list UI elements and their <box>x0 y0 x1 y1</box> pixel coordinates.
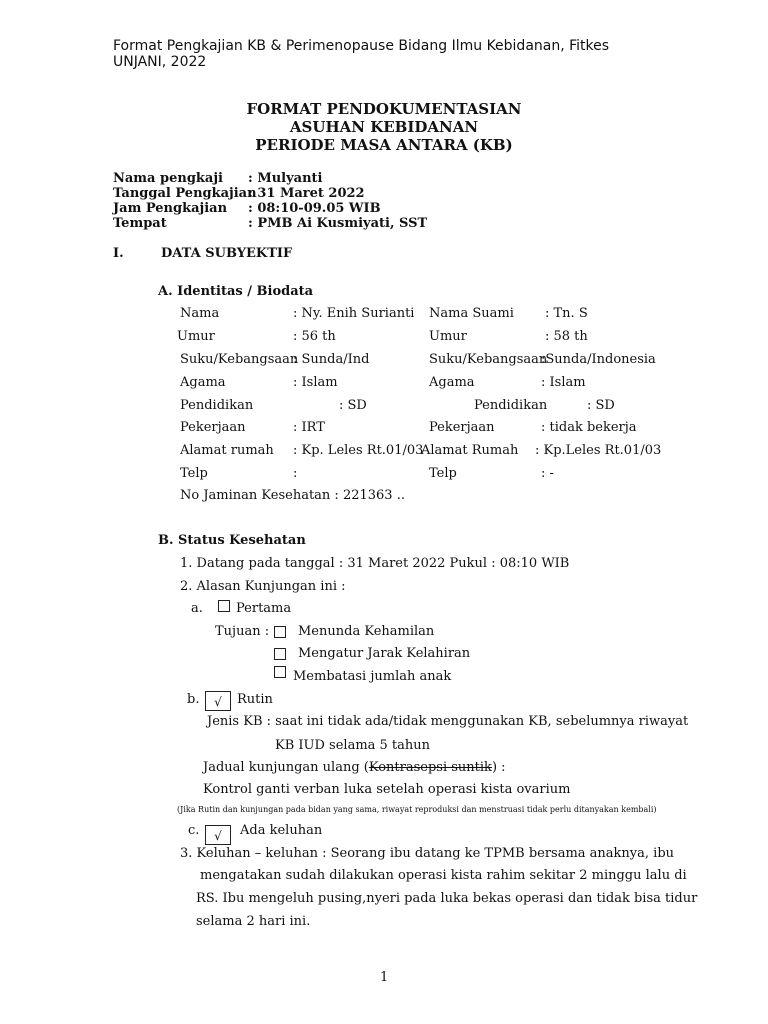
alasan-kunjungan: 2. Alasan Kunjungan ini : <box>180 579 346 594</box>
option-b-label: b. <box>187 692 200 707</box>
identitas-label-pendidikan-suami: Pendidikan <box>474 398 548 413</box>
identitas-value-telp-suami: : - <box>541 466 554 481</box>
pertama-checkbox[interactable] <box>218 600 230 612</box>
identitas-value-suku: : Sunda/Ind <box>293 352 370 367</box>
identitas-value-alamat-suami: : Kp.Leles Rt.01/03 <box>535 443 662 458</box>
identitas-label-agama-suami: Agama <box>429 375 475 390</box>
identitas-value-suku-suami: :Sunda/Indonesia <box>541 352 656 367</box>
kontrasepsi-suntik-strikethrough: Kontrasepsi suntik <box>368 760 492 775</box>
identitas-label-nama: Nama <box>180 306 220 321</box>
rutin-label: Rutin <box>237 692 273 707</box>
identitas-value-pendidikan-suami: : SD <box>587 398 615 413</box>
identitas-label-suku: Suku/Kebangsaan <box>180 352 299 367</box>
identitas-label-telp: Telp <box>180 466 208 481</box>
rutin-checkbox-checked[interactable]: √ <box>205 691 231 711</box>
meta-label-pengkaji: Nama pengkaji <box>113 171 223 186</box>
title-line1: FORMAT PENDOKUMENTASIAN <box>246 100 522 118</box>
keluhan-line3: RS. Ibu mengeluh pusing,nyeri pada luka bekas operasi dan tidak bisa tidur <box>196 891 698 906</box>
identitas-value-agama-suami: : Islam <box>541 375 586 390</box>
tujuan-label: Tujuan : <box>215 624 270 639</box>
meta-value-pengkaji: : Mulyanti <box>248 171 323 186</box>
mengatur-jarak-checkbox[interactable] <box>274 648 286 660</box>
identitas-label-pendidikan: Pendidikan <box>180 398 254 413</box>
meta-value-tanggal: : 31 Maret 2022 <box>248 186 365 201</box>
identitas-label-agama: Agama <box>180 375 226 390</box>
identitas-label-telp-suami: Telp <box>429 466 457 481</box>
identitas-value-nama: : Ny. Enih Surianti <box>293 306 415 321</box>
mengatur-jarak-label: Mengatur Jarak Kelahiran <box>298 646 471 661</box>
page-number: 1 <box>380 970 389 985</box>
pertama-label: Pertama <box>236 601 292 616</box>
section-title: DATA SUBYEKTIF <box>161 246 293 261</box>
membatasi-jumlah-anak-label: Membatasi jumlah anak <box>293 669 452 684</box>
rutin-note: (Jika Rutin dan kunjungan pada bidan yang sama, riwayat reproduksi dan menstruasi tidak perlu ditanyakan kembali) <box>177 805 657 814</box>
menunda-kehamilan-checkbox[interactable] <box>274 626 286 638</box>
title-line3: PERIODE MASA ANTARA (KB) <box>255 136 513 154</box>
identitas-label-suku-suami: Suku/Kebangsaan <box>429 352 548 367</box>
ada-keluhan-label: Ada keluhan <box>240 823 323 838</box>
identitas-label-pekerjaan-suami: Pekerjaan <box>429 420 495 435</box>
identitas-label-alamat: Alamat rumah <box>180 443 274 458</box>
meta-value-tempat: : PMB Ai Kusmiyati, SST <box>248 216 428 231</box>
jadual-kunjungan-ulang <box>203 760 506 775</box>
meta-label-jam: Jam Pengkajian <box>113 201 228 216</box>
document-header-line2: UNJANI, 2022 <box>113 54 207 70</box>
identitas-value-umur: : 56 th <box>293 329 336 344</box>
jenis-kb-line1: Jenis KB : saat ini tidak ada/tidak menggunakan KB, sebelumnya riwayat <box>207 714 689 729</box>
keluhan-line1: 3. Keluhan – keluhan : Seorang ibu datang ke TPMB bersama anaknya, ibu <box>180 846 675 861</box>
meta-label-tanggal: Tanggal Pengkajian <box>113 186 257 201</box>
identitas-label-alamat-suami: Alamat Rumah <box>421 443 519 458</box>
jenis-kb-line2: KB IUD selama 5 tahun <box>275 738 431 753</box>
identitas-heading: A. Identitas / Biodata <box>158 284 314 299</box>
identitas-value-pekerjaan-suami: : tidak bekerja <box>541 420 637 435</box>
keluhan-line4: selama 2 hari ini. <box>196 914 311 929</box>
option-c-label: c. <box>188 823 200 838</box>
identitas-value-alamat: : Kp. Leles Rt.01/03 <box>293 443 424 458</box>
no-jaminan-kesehatan: No Jaminan Kesehatan : 221363 .. <box>180 488 405 503</box>
option-a-label: a. <box>191 601 203 616</box>
menunda-kehamilan-label: Menunda Kehamilan <box>298 624 435 639</box>
membatasi-jumlah-anak-checkbox[interactable] <box>274 666 286 678</box>
identitas-label-umur: Umur <box>177 329 215 344</box>
identitas-value-umur-suami: : 58 th <box>545 329 588 344</box>
identitas-value-pendidikan: : SD <box>339 398 367 413</box>
keluhan-line2: mengatakan sudah dilakukan operasi kista rahim sekitar 2 minggu lalu di <box>200 868 687 883</box>
identitas-label-umur-suami: Umur <box>429 329 467 344</box>
ada-keluhan-checkbox-checked[interactable]: √ <box>205 825 231 845</box>
jadual-kunjungan-suffix: ) : <box>491 760 506 775</box>
jadual-kunjungan-prefix: Jadual kunjungan ulang ( <box>203 760 369 775</box>
document-header-line1: Format Pengkajian KB & Perimenopause Bidang Ilmu Kebidanan, Fitkes <box>113 38 610 54</box>
kontrol-ganti-verban: Kontrol ganti verban luka setelah operasi kista ovarium <box>203 782 571 797</box>
identitas-value-nama-suami: : Tn. S <box>545 306 588 321</box>
title-line2: ASUHAN KEBIDANAN <box>289 118 479 136</box>
identitas-value-pekerjaan: : IRT <box>293 420 325 435</box>
identitas-value-agama: : Islam <box>293 375 338 390</box>
section-number: I. <box>113 246 124 261</box>
status-kesehatan-heading: B. Status Kesehatan <box>158 533 306 548</box>
identitas-label-nama-suami: Nama Suami <box>429 306 514 321</box>
meta-label-tempat: Tempat <box>113 216 167 231</box>
identitas-label-pekerjaan: Pekerjaan <box>180 420 246 435</box>
identitas-value-telp: : <box>293 466 298 481</box>
meta-value-jam: : 08:10-09.05 WIB <box>248 201 381 216</box>
tanggal-datang: 1. Datang pada tanggal : 31 Maret 2022 Pukul : 08:10 WIB <box>180 556 570 571</box>
